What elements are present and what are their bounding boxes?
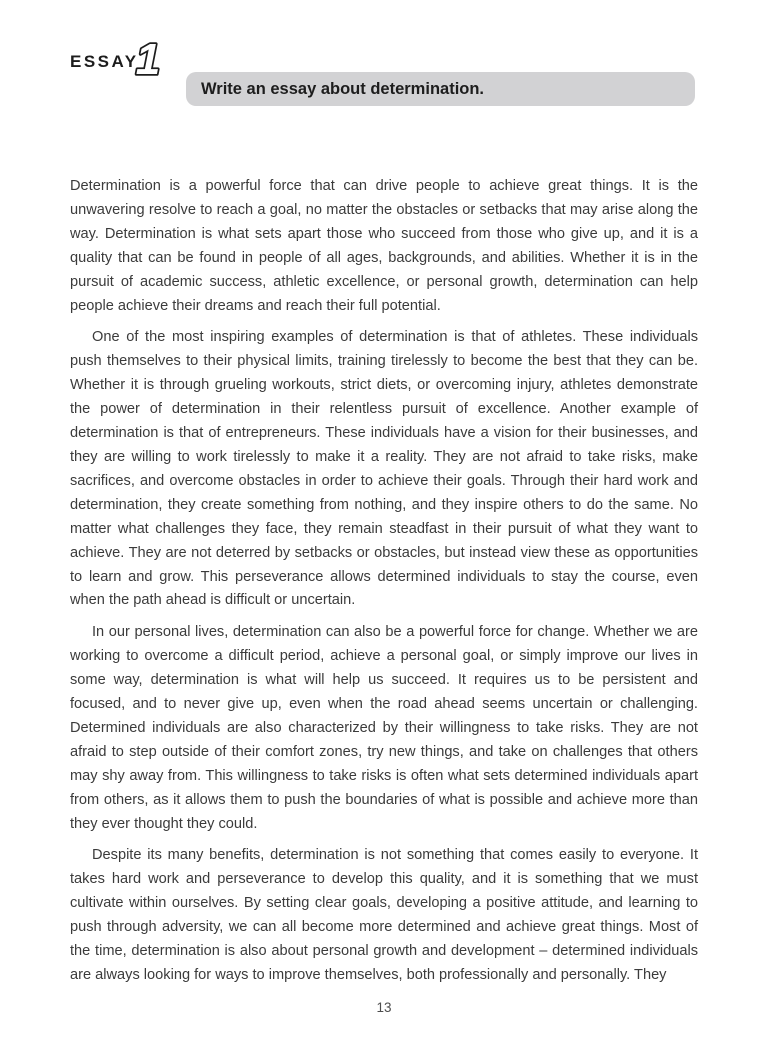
page-number: 13 (376, 1000, 392, 1015)
essay-paragraph-4: Despite its many benefits, determination is not something that comes easily to everyone. It takes hard work and perseverance to develop this quality, and it is something that we must cultivate within ourselves. By setting clear goals, developing a positive attitude, and learning to push through adversity, we can all become more determined and achieve great things. Most of the time, determination is also about personal growth and development – determined individuals are always looking for ways to improve themselves, both professionally and personally. They (70, 847, 698, 983)
essay-label: ESSAY (70, 52, 139, 71)
essay-number: 1 (135, 35, 161, 82)
essay-body (70, 175, 698, 996)
essay-prompt-banner (186, 72, 695, 106)
essay-paragraph-3: In our personal lives, determination can also be a powerful force for change. Whether we are working to overcome a difficult period, achieve a personal goal, or simply improve our lives in some way, determination is what will help us succeed. It requires us to be persistent and focused, and to never give up, even when the road ahead seems uncertain or challenging. Determined individuals are also characterized by their willingness to take risks. They are not afraid to step outside of their comfort zones, try new things, and take on challenges that others may shy away from. This willingness to take risks is often what sets determined individuals apart from others, as it allows them to push the boundaries of what is possible and achieve more than they ever thought they could. (70, 624, 698, 832)
essay-paragraph-1: Determination is a powerful force that can drive people to achieve great things. It is the unwavering resolve to reach a goal, no matter the obstacles or setbacks that may arise along the way. Determination is what sets apart those who succeed from those who give up, and it is a quality that can be found in people of all ages, backgrounds, and abilities. Whether it is in the pursuit of academic success, athletic excellence, or personal growth, determination can help people achieve their dreams and reach their full potential. (70, 178, 698, 314)
essay-prompt-text: Write an essay about determination. (201, 79, 485, 98)
essay-paragraph-2: One of the most inspiring examples of determination is that of athletes. These individuals push themselves to their physical limits, training tirelessly to become the best that they can be. Whether it is through grueling workouts, strict diets, or overcoming injury, athletes demonstrate the power of determination in their relentless pursuit of excellence. Another example of determination is that of entrepreneurs. These individuals have a vision for their businesses, and they are willing to work tirelessly to make it a reality. They are not afraid to take risks, make sacrifices, and overcome obstacles in order to achieve their goals. Through their hard work and determination, they create something from nothing, and they inspire others to do the same. No matter what challenges they face, they remain steadfast in their pursuit of what they want to achieve. They are not deterred by setbacks or obstacles, but instead view these as opportunities to learn and grow. This perseverance allows determined individuals to stay the course, even when the path ahead is difficult or uncertain. (70, 329, 698, 609)
essay-number-graphic (126, 34, 166, 82)
